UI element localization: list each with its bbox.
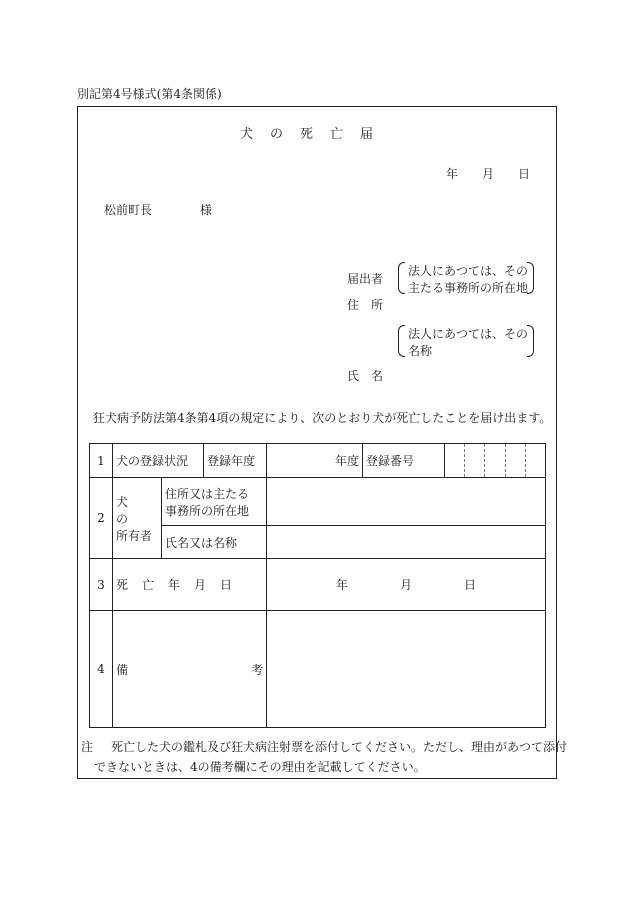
name-note-line2: 名称: [408, 344, 433, 358]
row2-label-line1: 犬 の: [116, 494, 153, 526]
row3-label: 死亡年月日: [113, 559, 267, 611]
row1-label: 犬の登録状況: [113, 444, 204, 478]
name-note-brace-left: [398, 325, 405, 357]
address-note-line2: 主たる事務所の所在地: [408, 281, 529, 295]
form-title: 犬 の 死 亡 届: [240, 127, 376, 142]
statement-text: 狂犬病予防法第4条第4項の規定により、次のとおり犬が死亡したことを届け出ます。: [93, 411, 552, 425]
table-row: [90, 444, 546, 478]
address-note-line1: 法人にあつては、その: [408, 264, 529, 278]
row2-name-field[interactable]: [267, 526, 546, 559]
name-note-line1: 法人にあつては、その: [408, 327, 529, 341]
row2-label: [113, 478, 162, 559]
row1-year-unit: 年度: [267, 444, 363, 478]
notifier-label: 届出者: [347, 272, 384, 286]
notifier-name-label: 氏 名: [347, 369, 384, 383]
row3-date-field[interactable]: [267, 559, 546, 611]
note-prefix: 注: [81, 740, 94, 754]
row2-address-label: [162, 478, 267, 526]
notifier-address-label: 住 所: [347, 298, 384, 312]
address-note-brace-left: [398, 262, 405, 294]
table-row: [90, 559, 546, 611]
row3-day: 日: [464, 578, 477, 592]
address-note-brace-right: [527, 262, 534, 294]
row4-label: [113, 611, 267, 728]
table-row: [90, 611, 546, 728]
row3-year: 年: [336, 578, 349, 592]
form-header-label: 別記第4号様式(第4条関係): [77, 87, 222, 101]
name-note-brace-right: [527, 325, 534, 357]
row2-address-line1: 住所又は主たる: [165, 486, 250, 501]
addressee-name: 松前町長: [104, 203, 153, 217]
row1-number-boxes[interactable]: [445, 444, 546, 478]
table-row: [90, 478, 546, 526]
row2-name-label: 氏名又は名称: [162, 526, 267, 559]
row3-month: 月: [400, 578, 413, 592]
date-day: 日: [518, 167, 531, 181]
row4-label-left: 備: [116, 662, 129, 677]
date-month: 月: [482, 167, 495, 181]
row4-label-right: 考: [251, 662, 264, 677]
row1-year-label: 登録年度: [204, 444, 267, 478]
notification-table: [89, 443, 546, 728]
row1-number: 1: [90, 444, 113, 478]
row3-number: 3: [90, 559, 113, 611]
row2-label-line2: 所有者: [116, 528, 153, 543]
date-year: 年: [446, 167, 459, 181]
row2-address-field[interactable]: [267, 478, 546, 526]
row1-number-label: 登録番号: [363, 444, 445, 478]
note-line2: できないときは、4の備考欄にその理由を記載してください。: [94, 760, 426, 774]
row4-number: 4: [90, 611, 113, 728]
addressee-honorific: 様: [200, 203, 213, 217]
note-line1: 死亡した犬の鑑札及び狂犬病注射票を添付してください。ただし、理由があつて添付: [111, 740, 568, 754]
row4-remarks-field[interactable]: [267, 611, 546, 728]
row2-number: 2: [90, 478, 113, 559]
row2-address-line2: 事務所の所在地: [165, 503, 250, 518]
